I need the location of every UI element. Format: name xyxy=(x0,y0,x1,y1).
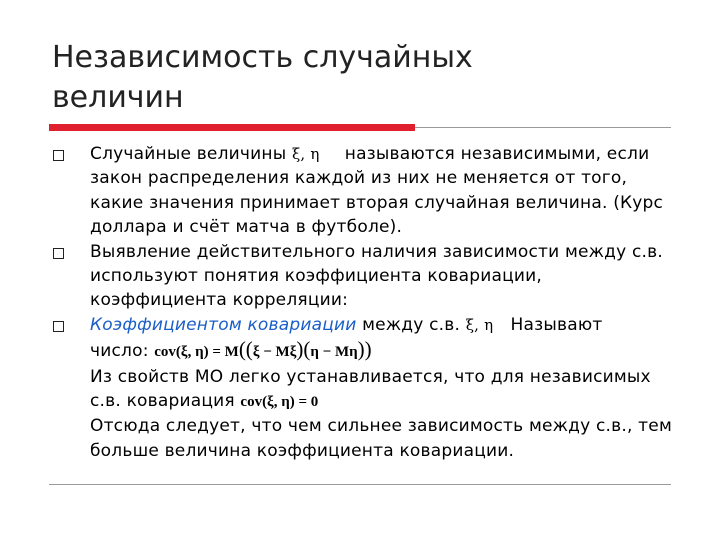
xi-eta-symbols: ξ, η xyxy=(465,315,494,334)
slide-title xyxy=(52,38,692,118)
bullet-marker-icon xyxy=(53,321,64,332)
bullet-3-text-number: число: xyxy=(90,341,149,362)
formula-term-xi: ξ − Mξ xyxy=(252,344,297,361)
bullet-1-text-start: Случайные величины xyxy=(90,144,287,164)
slide-body xyxy=(90,142,680,463)
bullet-1-text-rest: называются независимыми, если закон распределения каждой из них не меняется от того, какие значения принимает вторая случайная величина. (Курс доллара и счёт матча в футболе). xyxy=(90,144,664,238)
paragraph-conclusion xyxy=(90,414,680,463)
formula-left: cov(ξ, η) = M xyxy=(154,344,239,361)
bullet-2 xyxy=(90,240,680,313)
bullet-3-text-called: Называют xyxy=(510,314,603,335)
bullet-2-text: Выявление действительного наличия зависимости между с.в. используют понятия коэффициента ковариации, коэффициента корреляции: xyxy=(90,241,663,311)
bullet-marker-icon xyxy=(53,150,64,161)
covariance-formula: cov(ξ, η) = M((ξ − Mξ)(η − Mη)) xyxy=(154,337,372,362)
bullet-marker-icon xyxy=(53,248,64,259)
zero-covariance-formula: cov(ξ, η) = 0 xyxy=(240,394,319,411)
bullet-1 xyxy=(90,142,680,240)
title-accent-bar xyxy=(49,124,415,131)
xi-eta-symbols: ξ, η xyxy=(291,145,320,163)
covariance-term: Коэффициентом ковариации xyxy=(90,314,357,335)
paragraph-independence xyxy=(90,365,680,415)
formula-term-eta: η − Mη xyxy=(310,344,358,361)
independence-text: Из свойств МО легко устанавливается, что для независимых с.в. ковариация xyxy=(90,366,651,412)
title-line-2: величин xyxy=(52,80,184,115)
bullet-3-text-start: между с.в. xyxy=(362,314,461,335)
title-line-1: Независимость случайных xyxy=(52,40,473,75)
footer-rule xyxy=(49,484,671,485)
conclusion-text: Отсюда следует, что чем сильнее зависимость между с.в., тем больше величина коэффициента ковариации. xyxy=(90,416,672,461)
bullet-3 xyxy=(90,313,680,365)
